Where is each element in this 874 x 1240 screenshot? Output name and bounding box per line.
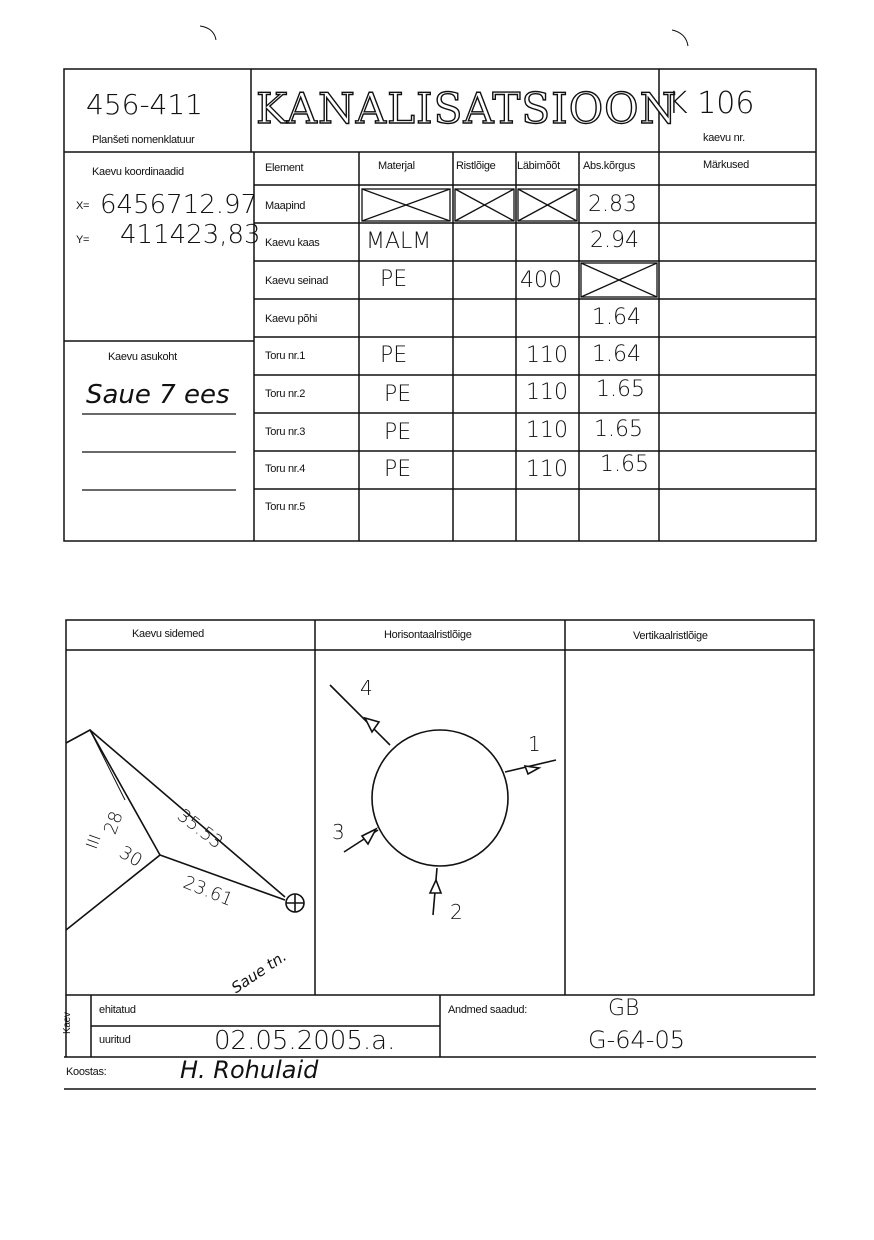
sketch-label-28: 28 [100, 808, 128, 838]
x-coordinate: 6456712.97 [100, 190, 258, 220]
y-prefix: Y= [76, 234, 90, 246]
compiled-by-label: Koostas: [66, 1066, 107, 1078]
location-value: Saue 7 ees [86, 380, 230, 410]
row-element-label: Maapind [265, 200, 306, 212]
sketch-distance-2: 23.61 [180, 872, 236, 911]
plansheet-value: 456-411 [86, 88, 203, 121]
column-header-cross-section: Ristlõige [456, 160, 496, 172]
row-element-label: Toru nr.1 [265, 350, 306, 362]
row-element-label: Kaevu põhi [265, 313, 318, 325]
column-header-material: Materjal [378, 160, 415, 172]
cell-diameter: 110 [526, 380, 568, 405]
cell-material: PE [384, 382, 412, 407]
data-source-value-2: G-64-05 [588, 1026, 685, 1054]
cell-diameter: 110 [526, 457, 568, 482]
column-header-abs-height: Abs.kõrgus [583, 160, 636, 172]
cell-height: 1.65 [596, 377, 645, 402]
cell-height: 2.94 [590, 228, 639, 253]
cell-material: MALM [366, 229, 432, 254]
cell-height: 1.65 [600, 452, 649, 477]
row-element-label: Toru nr.4 [265, 463, 306, 475]
sketch-label-30: 30 [115, 842, 146, 872]
ties-section-label: Kaevu sidemed [132, 628, 204, 640]
row-element-label: Toru nr.2 [265, 388, 306, 400]
coordinates-label: Kaevu koordinaadid [92, 166, 184, 178]
data-source-value-1: GB [608, 996, 640, 1021]
column-header-element: Element [265, 162, 304, 174]
row-element-label: Kaevu kaas [265, 237, 320, 249]
horizontal-section-label: Horisontaalristlõige [384, 629, 472, 641]
cell-material: PE [380, 267, 408, 292]
cell-height: 1.64 [592, 342, 641, 367]
cell-material: PE [384, 457, 412, 482]
cell-diameter: 400 [520, 268, 562, 293]
cell-diameter: 110 [526, 418, 568, 443]
updated-value: 02.05.2005.a. [214, 1026, 396, 1056]
column-header-diameter: Läbimõõt [517, 160, 560, 172]
plansheet-label: Planšeti nomenklatuur [92, 134, 195, 146]
cell-material: PE [380, 343, 408, 368]
horizontal-section-drawing [330, 685, 556, 915]
row-element-label: Toru nr.3 [265, 426, 306, 438]
pipe-number-4: 4 [360, 676, 373, 700]
sketch-street-label: Saue tn. [228, 947, 290, 997]
cell-material: PE [384, 420, 412, 445]
row-element-label: Kaevu seinad [265, 275, 329, 287]
pipe-number-2: 2 [450, 900, 463, 924]
row-element-label: Toru nr.5 [265, 501, 306, 513]
form-title: KANALISATSIOON [256, 84, 678, 133]
pipe-number-3: 3 [332, 820, 345, 844]
vertical-section-label: Vertikaalristlõige [633, 630, 708, 642]
well-number-label: kaevu nr. [703, 132, 745, 144]
cell-height: 1.65 [594, 417, 643, 442]
sketch-label-roman: III [82, 831, 105, 852]
well-number-value: K 106 [668, 86, 755, 121]
well-side-label: Kaev [62, 1012, 73, 1034]
cell-diameter: 110 [526, 343, 568, 368]
updated-label: uuritud [99, 1034, 131, 1046]
built-label: ehitatud [99, 1004, 136, 1016]
location-label: Kaevu asukoht [108, 351, 177, 363]
y-coordinate: 411423,83 [120, 220, 261, 250]
pipe-number-1: 1 [528, 732, 541, 756]
column-header-notes: Märkused [703, 159, 749, 171]
cell-height: 1.64 [592, 305, 641, 330]
x-prefix: X= [76, 200, 90, 212]
cell-height: 2.83 [588, 192, 637, 217]
compiled-by-value: H. Rohulaid [180, 1056, 319, 1084]
sketch-distance-1: 35.53 [173, 805, 227, 854]
data-source-label: Andmed saadud: [448, 1004, 527, 1016]
